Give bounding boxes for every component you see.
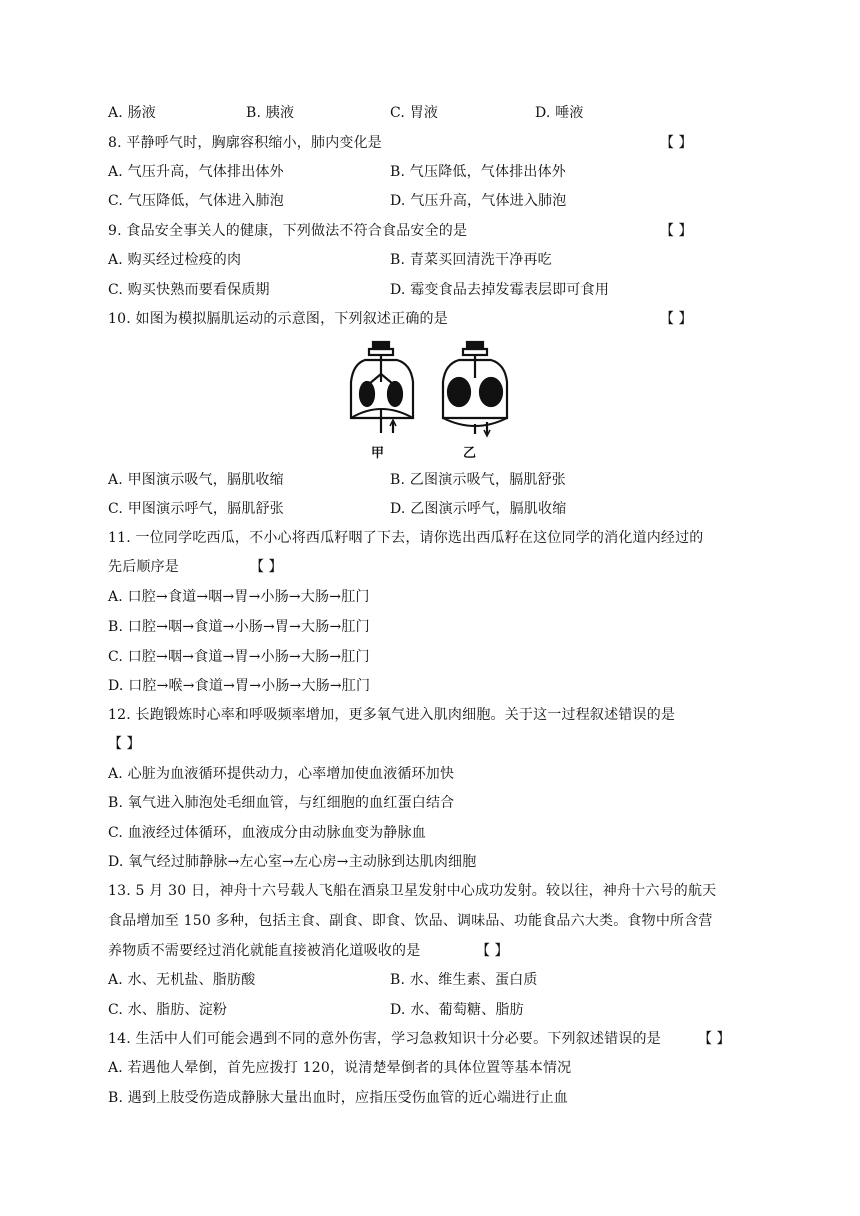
q11-option-c: C. 口腔→咽→食道→胃→小肠→大肠→肛门: [108, 649, 370, 665]
q9-option-c: C. 购买快熟而要看保质期: [108, 282, 270, 298]
q13-stem-line1: 13. 5 月 30 日，神舟十六号载人飞船在酒泉卫星发射中心成功发射。较以往，神舟十六号的航天: [108, 883, 717, 899]
q8-option-d: D. 气压升高，气体进入肺泡: [390, 193, 567, 209]
q11-option-a: A. 口腔→食道→咽→胃→小肠→大肠→肛门: [108, 589, 370, 605]
q12-option-d: D. 氧气经过肺静脉→左心室→左心房→主动脉到达肌肉细胞: [108, 854, 477, 870]
q13-option-d: D. 水、葡萄糖、脂肪: [390, 1002, 524, 1018]
q12-option-c: C. 血液经过体循环，血液成分由动脉血变为静脉血: [108, 825, 426, 841]
q8-answer-bracket: 【 】: [660, 135, 693, 151]
q7-option-a: A. 肠液: [108, 105, 157, 121]
q13-option-b: B. 水、维生素、蛋白质: [390, 972, 538, 988]
q12-option-a: A. 心脏为血液循环提供动力，心率增加使血液循环加快: [108, 766, 455, 782]
q7-option-b: B. 胰液: [246, 105, 295, 121]
q9-option-b: B. 青菜买回清洗干净再吃: [390, 252, 552, 268]
q9-option-d: D. 霉变食品去掉发霉表层即可食用: [390, 282, 610, 298]
q7-option-d: D. 唾液: [535, 105, 584, 121]
q10-option-d: D. 乙图演示呼气，膈肌收缩: [390, 501, 567, 517]
q8-option-b: B. 气压降低，气体排出体外: [390, 164, 566, 180]
q13-stem-line2: 食品增加至 150 多种，包括主食、副食、即食、饮品、调味品、功能食品六大类。食物中所含营: [108, 913, 713, 929]
q13-stem-line3: 养物质不需要经过消化就能直接被消化道吸收的是: [108, 943, 421, 959]
figure-label-yi: 乙: [463, 446, 477, 461]
figure-label-jia: 甲: [371, 446, 385, 461]
q13-option-a: A. 水、无机盐、脂肪酸: [108, 972, 256, 988]
q14-option-b: B. 遇到上肢受伤造成静脉大量出血时，应指压受伤血管的近心端进行止血: [108, 1090, 568, 1106]
q12-stem: 12. 长跑锻炼时心率和呼吸频率增加，更多氧气进入肌肉细胞。关于这一过程叙述错误的是: [108, 707, 676, 723]
q14-answer-bracket: 【 】: [698, 1031, 731, 1047]
q9-option-a: A. 购买经过检疫的肉: [108, 252, 242, 268]
q8-stem: 8. 平静呼气时，胸廓容积缩小，肺内变化是: [108, 135, 383, 151]
q9-answer-bracket: 【 】: [660, 223, 693, 239]
q11-answer-bracket: 【 】: [250, 559, 283, 575]
q9-stem: 9. 食品安全事关人的健康，下列做法不符合食品安全的是: [108, 223, 468, 239]
q8-option-c: C. 气压降低，气体进入肺泡: [108, 193, 284, 209]
q11-option-b: B. 口腔→咽→食道→小肠→胃→大肠→肛门: [108, 619, 370, 635]
diaphragm-model-figure: [345, 338, 525, 468]
q12-answer-bracket: 【 】: [108, 736, 141, 752]
q11-option-d: D. 口腔→喉→食道→胃→小肠→大肠→肛门: [108, 678, 371, 694]
q11-stem-line2: 先后顺序是: [108, 559, 179, 575]
q10-answer-bracket: 【 】: [660, 311, 693, 327]
q12-option-b: B. 氧气进入肺泡处毛细血管，与红细胞的血红蛋白结合: [108, 795, 455, 811]
q14-stem: 14. 生活中人们可能会遇到不同的意外伤害，学习急救知识十分必要。下列叙述错误的是: [108, 1031, 661, 1047]
q7-option-c: C. 胃液: [390, 105, 439, 121]
q10-option-b: B. 乙图演示吸气，膈肌舒张: [390, 472, 566, 488]
q8-option-a: A. 气压升高，气体排出体外: [108, 164, 284, 180]
jar-left: [351, 342, 413, 433]
q10-stem: 10. 如图为模拟膈肌运动的示意图，下列叙述正确的是: [108, 311, 448, 327]
jar-right: [443, 342, 507, 436]
q10-option-c: C. 甲图演示呼气，膈肌舒张: [108, 501, 284, 517]
q14-option-a: A. 若遇他人晕倒，首先应拨打 120，说清楚晕倒者的具体位置等基本情况: [108, 1060, 572, 1076]
q10-option-a: A. 甲图演示吸气，膈肌收缩: [108, 472, 284, 488]
q13-option-c: C. 水、脂肪、淀粉: [108, 1002, 228, 1018]
q13-answer-bracket: 【 】: [476, 943, 509, 959]
q11-stem-line1: 11. 一位同学吃西瓜，不小心将西瓜籽咽了下去，请你选出西瓜籽在这位同学的消化道内经过的: [108, 530, 704, 546]
